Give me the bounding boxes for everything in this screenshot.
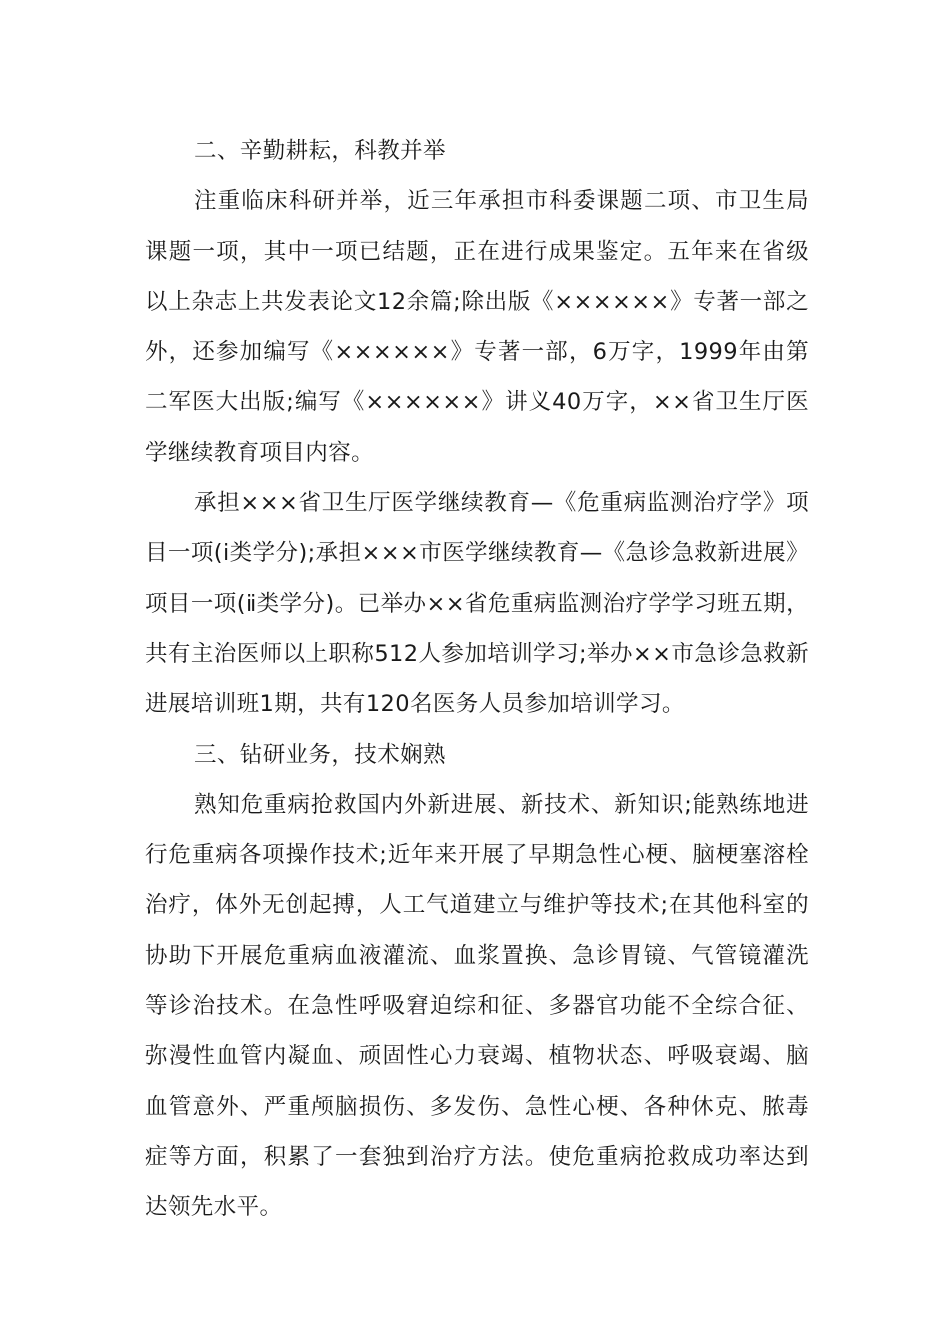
document-page xyxy=(145,126,809,1233)
section-heading-3: 三、钻研业务，技术娴熟 xyxy=(194,741,446,768)
section-heading-2: 二、辛勤耕耘，科教并举 xyxy=(194,138,446,164)
paragraph-education: 承担×××省卫生厅医学继续教育—《危重病监测治疗学》项目一项(ⅰ类学分);承担×××市医学继续教育—《急诊急救新进展》项目一项(ⅱ类学分)。已举办××省危重病监测治疗学学习班五期，共有主治医师以上职称512人参加培训学习;举办××市急诊急救新进展培训班1期，共有120名医务人员参加培训学习。 xyxy=(145,490,809,718)
paragraph-skills: 熟知危重病抢救国内外新进展、新技术、新知识;能熟练地进行危重病各项操作技术;近年来开展了早期急性心梗、脑梗塞溶栓治疗，体外无创起搏，人工气道建立与维护等技术;在其他科室的协助下开展危重病血液灌流、血浆置换、急诊胃镜、气管镜灌洗等诊治技术。在急性呼吸窘迫综和征、多器官功能不全综合征、弥漫性血管内凝血、顽固性心力衰竭、植物状态、呼吸衰竭、脑血管意外、严重颅脑损伤、多发伤、急性心梗、各种休克、脓毒症等方面，积累了一套独到治疗方法。使危重病抢救成功率达到达领先水平。 xyxy=(145,791,809,1221)
paragraph-research: 注重临床科研并举，近三年承担市科委课题二项、市卫生局课题一项，其中一项已结题，正在进行成果鉴定。五年来在省级以上杂志上共发表论文12余篇;除出版《××××××》专著一部之外，还参加编写《××××××》专著一部，6万字，1999年由第二军医大出版;编写《××××××》讲义40万字，××省卫生厅医学继续教育项目内容。 xyxy=(145,188,809,466)
